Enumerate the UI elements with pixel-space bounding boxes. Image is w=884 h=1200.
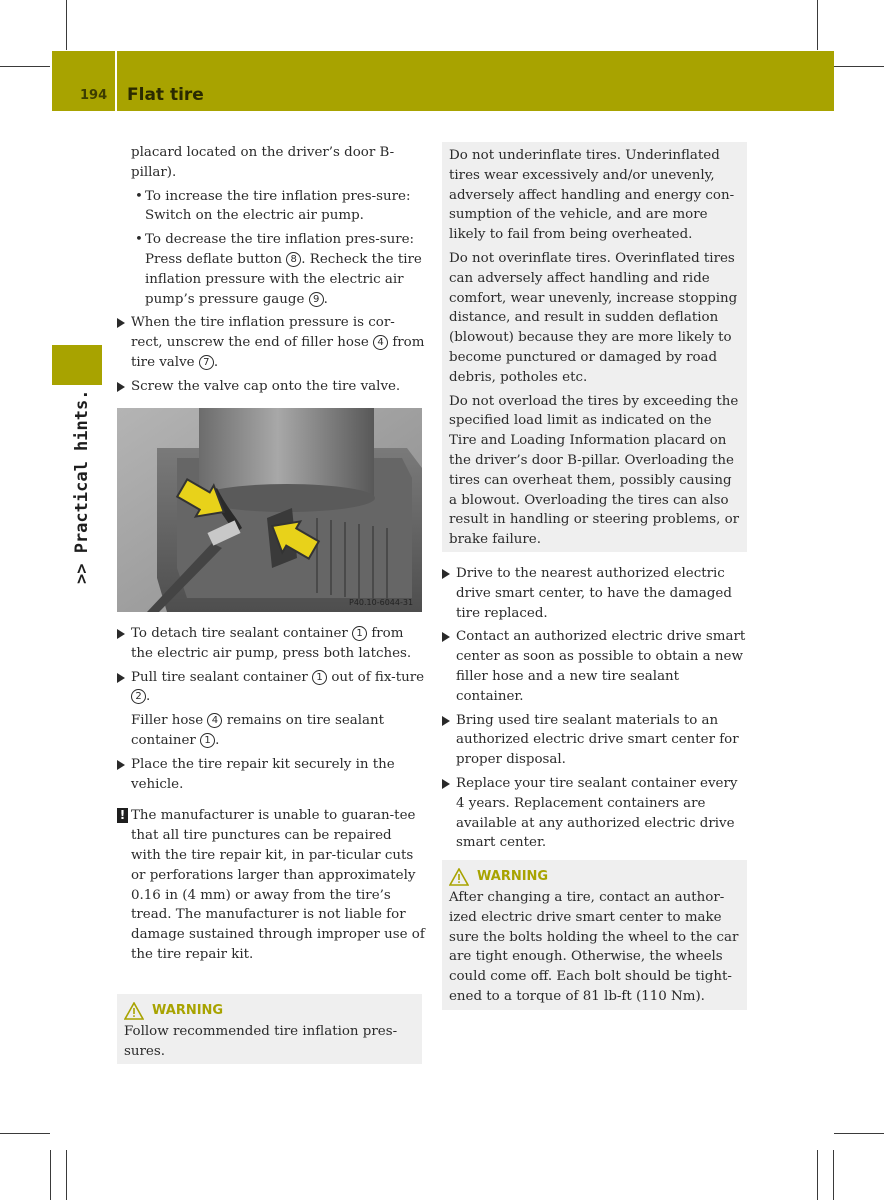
- crop-mark: [834, 1133, 884, 1134]
- info-paragraph: Do not underinflate tires. Underinflated tires wear excessively and/or unevenly, adversely affect handling and energy con-sumption of the vehicle, and are more likely to fail from being overheated.: [449, 148, 735, 243]
- instruction-step: Bring used tire sealant materials to an authorized electric drive smart center for proper disposal.: [442, 711, 750, 770]
- instruction-step: Screw the valve cap onto the tire valve.: [117, 377, 425, 397]
- info-box: [442, 142, 747, 552]
- warning-heading: WARNING: [449, 866, 740, 888]
- crop-mark: [0, 1133, 50, 1134]
- instruction-step: Replace your tire sealant container every 4 years. Replacement containers are available at any authorized electric drive smart center.: [442, 774, 750, 853]
- callout-number: 7: [199, 355, 214, 370]
- notice-block: ! The manufacturer is unable to guaran-tee that all tire punctures can be repaired with the tire repair kit, in par-ticular cuts or perforations larger than approximately 0.16 in (4 mm) or away from the tire’s tread. The manufacturer is not liable for damage sustained through improper use of the tire repair kit.: [117, 806, 425, 964]
- instruction-step: Contact an authorized electric drive smart center as soon as possible to obtain a new filler hose and a new tire sealant container.: [442, 627, 750, 706]
- intro-text: placard located on the driver’s door B-pillar).: [131, 145, 395, 180]
- bullet-list: [117, 187, 425, 310]
- right-column: [442, 564, 750, 857]
- tire-repair-kit-figure: [117, 408, 422, 612]
- callout-number: 1: [200, 733, 215, 748]
- step-arrow-icon: [117, 382, 125, 392]
- crop-mark: [817, 1150, 818, 1200]
- instruction-step: Pull tire sealant container 1 out of fix-ture 2 .: [117, 668, 425, 708]
- warning-triangle-icon: [124, 1002, 144, 1020]
- callout-number: 9: [309, 292, 324, 307]
- callout-number: 4: [207, 713, 222, 728]
- warning-box: [117, 994, 422, 1064]
- callout-number: 8: [286, 252, 301, 267]
- callout-number: 1: [312, 670, 327, 685]
- step-arrow-icon: [442, 779, 450, 789]
- crop-mark: [0, 66, 50, 67]
- left-column: [117, 143, 425, 401]
- instruction-step: To detach tire sealant container 1 from the electric air pump, press both latches.: [117, 624, 425, 664]
- tire-repair-kit-illustration: [117, 408, 422, 612]
- step-arrow-icon: [117, 673, 125, 683]
- step-arrow-icon: [117, 629, 125, 639]
- crop-mark: [50, 1150, 51, 1200]
- exclamation-icon: !: [117, 808, 128, 823]
- instruction-step: When the tire inflation pressure is cor-rect, unscrew the end of filler hose 4 from tire valve 7 .: [117, 313, 425, 372]
- step-arrow-icon: [117, 760, 125, 770]
- page-number: 194: [80, 88, 108, 103]
- left-column-lower: [117, 624, 425, 965]
- crop-mark: [66, 1150, 67, 1200]
- callout-number: 2: [131, 689, 146, 704]
- section-title: Flat tire: [127, 85, 204, 105]
- warning-text: After changing a tire, contact an author-ized electric drive smart center to make sure the bolts holding the wheel to the car are tight enough. Otherwise, the wheels could come off. Each bolt should be tight-ened to a torque of 81 lb-ft (110 Nm).: [449, 890, 739, 1004]
- warning-heading: WARNING: [124, 1000, 415, 1022]
- callout-number: 1: [352, 626, 367, 641]
- info-paragraph: Do not overinflate tires. Overinflated tires can adversely affect handling and ride comfort, wear unevenly, increase stopping distance, and result in sudden deflation (blowout) because they are more likely to become punctured or damaged by road debris, potholes etc.: [449, 250, 738, 385]
- warning-triangle-icon: [449, 868, 469, 886]
- list-item: • To increase the tire inflation pres-sure: Switch on the electric air pump.: [135, 188, 411, 224]
- crop-mark: [834, 66, 884, 67]
- crop-mark: [833, 1150, 834, 1200]
- instruction-step: Place the tire repair kit securely in the vehicle.: [117, 755, 425, 795]
- step-arrow-icon: [442, 632, 450, 642]
- callout-number: 4: [373, 335, 388, 350]
- list-item: • To decrease the tire inflation pres-sure: Press deflate button 8 . Recheck the tire inflation pressure with the electric air pump’s pressure gauge 9 .: [135, 232, 422, 307]
- crop-mark: [66, 0, 67, 50]
- header-divider: [115, 51, 117, 111]
- info-paragraph: Do not overload the tires by exceeding the specified load limit as indicated on the Tire and Loading Information placard on the driver’s door B-pillar. Overloading the tires can overheat them, possibly causing a blowout. Overloading the tires can also result in handling or steering problems, or brake failure.: [449, 393, 740, 548]
- step-arrow-icon: [117, 318, 125, 328]
- side-tab: [52, 345, 102, 385]
- warning-text: Follow recommended tire inflation pres-sures.: [124, 1024, 398, 1059]
- side-tab-label: >> Practical hints.: [72, 389, 92, 584]
- instruction-step: Drive to the nearest authorized electric drive smart center, to have the damaged tire replaced.: [442, 564, 750, 623]
- figure-label: P40.10-6044-31: [349, 598, 414, 607]
- crop-mark: [817, 0, 818, 50]
- step-arrow-icon: [442, 569, 450, 579]
- step-arrow-icon: [442, 716, 450, 726]
- filler-hose-note: Filler hose 4 remains on tire sealant container 1 .: [131, 713, 385, 748]
- warning-box: [442, 860, 747, 1010]
